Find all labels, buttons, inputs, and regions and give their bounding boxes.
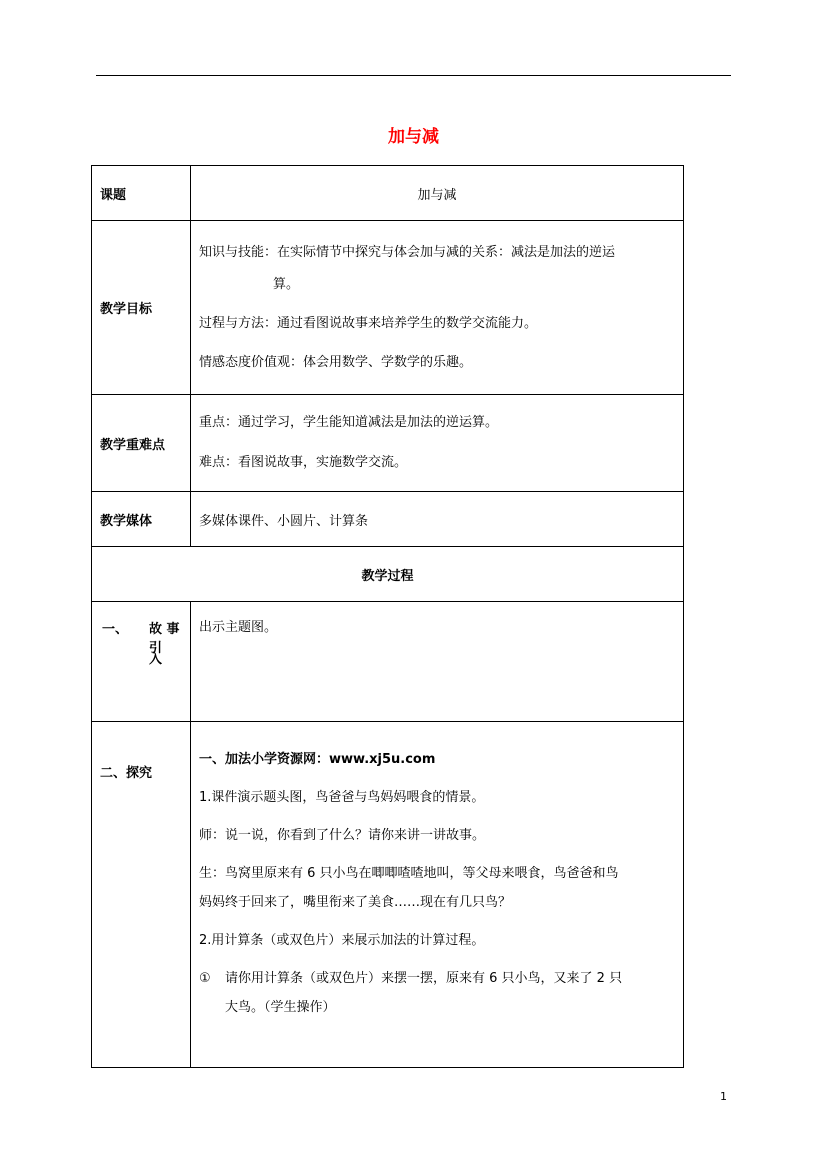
goal-attitude: 情感态度价值观：体会用数学、学数学的乐趣。 (199, 354, 473, 370)
explore-teacher-prompt: 师：说一说，你看到了什么？请你来讲一讲故事。 (199, 828, 486, 843)
label-goals: 教学目标 (92, 221, 191, 395)
row-key-points (92, 395, 684, 492)
explore-step-2-item-text: 请你用计算条（或双色片）来摆一摆，原来有 6 只小鸟，又来了 2 只 (225, 971, 623, 986)
explore-step-2: 2.用计算条（或双色片）来展示加法的计算过程。 (199, 933, 485, 948)
goal-knowledge-cont: 算。 (273, 276, 300, 292)
label-intro (92, 602, 191, 722)
intro-label-text: 故 事 引 (149, 622, 180, 656)
header-rule (96, 75, 731, 76)
label-explore: 二、探究 (92, 722, 191, 1068)
difficult-point: 难点：看图说故事，实施数学交流。 (199, 455, 408, 470)
explore-student-answer-cont: 妈妈终于回来了，嘴里衔来了美食……现在有几只鸟？ (199, 895, 512, 910)
row-intro (92, 602, 684, 722)
lesson-plan-table (91, 165, 684, 1068)
intro-content: 出示主题图。 (199, 620, 278, 635)
value-media: 多媒体课件、小圆片、计算条 (191, 492, 684, 547)
explore-step-2-item (199, 969, 675, 1018)
page-number: 1 (720, 1090, 727, 1103)
row-media (92, 492, 684, 547)
process-header: 教学过程 (92, 547, 684, 602)
value-key-points (191, 395, 684, 492)
label-topic: 课题 (92, 166, 191, 221)
label-key-points: 教学重难点 (92, 395, 191, 492)
value-explore (191, 722, 684, 1068)
explore-heading: 一、加法小学资源网：www.xj5u.com (199, 752, 436, 767)
row-explore (92, 722, 684, 1068)
explore-step-2-item-text-cont: 大鸟。（学生操作） (225, 1000, 336, 1015)
document-title: 加与减 (388, 127, 439, 147)
row-process-header (92, 547, 684, 602)
goal-process: 过程与方法：通过看图说故事来培养学生的数学交流能力。 (199, 315, 538, 331)
row-topic (92, 166, 684, 221)
goal-knowledge: 知识与技能：在实际情节中探究与体会加与减的关系：减法是加法的逆运 (199, 244, 616, 260)
intro-label-number: 一、 (102, 622, 129, 637)
key-point: 重点：通过学习，学生能知道减法是加法的逆运算。 (199, 415, 499, 430)
explore-student-answer: 生：鸟窝里原来有 6 只小鸟在唧唧喳喳地叫，等父母来喂食，鸟爸爸和鸟 (199, 866, 619, 881)
value-intro (191, 602, 684, 722)
intro-label-text-cont: 入 (149, 652, 163, 667)
explore-step-1: 1.课件演示题头图，鸟爸爸与鸟妈妈喂食的情景。 (199, 790, 485, 805)
label-media: 教学媒体 (92, 492, 191, 547)
row-goals (92, 221, 684, 395)
circled-one-marker: ① (199, 971, 211, 986)
value-goals (191, 221, 684, 395)
value-topic: 加与减 (191, 166, 684, 221)
